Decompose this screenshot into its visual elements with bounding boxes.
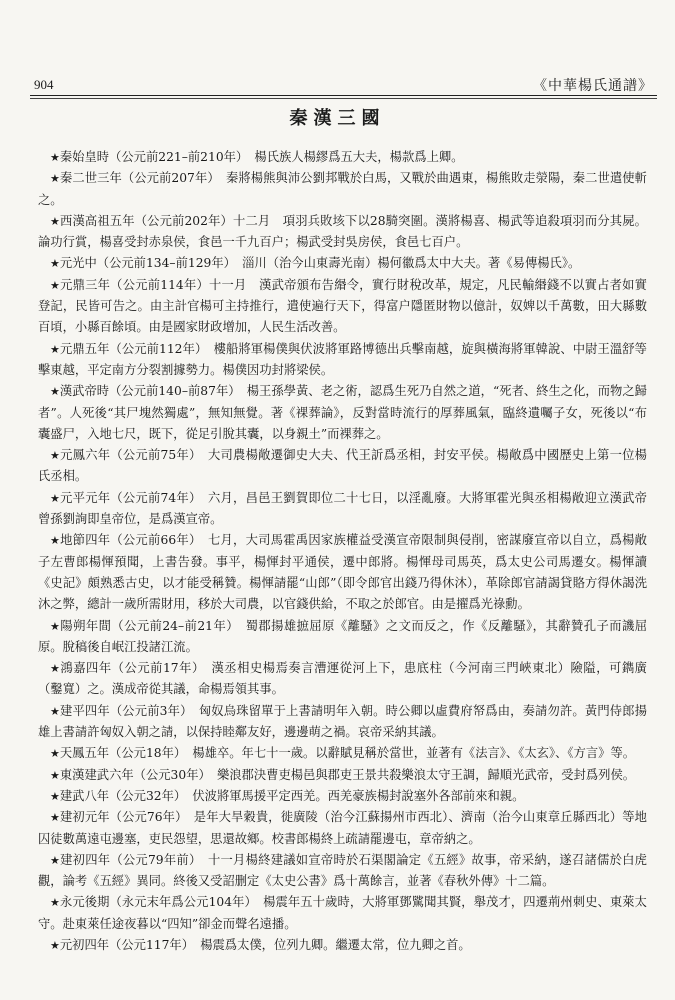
entry-gap — [234, 384, 246, 398]
star-bullet-icon: ★ — [50, 853, 61, 867]
entry-date: 西漢高祖五年（公元前202年）十二月 — [60, 213, 271, 228]
entry-date: 建武八年（公元32年） — [59, 788, 181, 803]
star-bullet-icon: ★ — [50, 747, 60, 761]
chronology-entry — [38, 892, 647, 935]
entry-gap — [214, 171, 226, 185]
star-bullet-icon: ★ — [50, 491, 61, 505]
entry-gap — [180, 746, 192, 760]
entry-text: 伏波將軍馬援平定西羌。西羌豪族楊封說塞外各部前來和親。 — [192, 788, 525, 803]
entry-text: 大司農楊敞遷御史大夫、代王訢爲丞相，封安平侯。楊敞爲中國歷史上第一位楊氏丞相。 — [38, 448, 647, 484]
entry-date: 漢武帝時（公元前140–前87年） — [59, 384, 235, 399]
chronology-entry — [38, 381, 647, 445]
chronology-entry — [38, 807, 647, 850]
star-bullet-icon: ★ — [50, 619, 61, 633]
star-bullet-icon: ★ — [50, 768, 60, 782]
entry-date: 鴻嘉四年（公元前17年） — [60, 661, 199, 676]
entry-text: 楊王孫學黃、老之術，認爲生死乃自然之道，“死者、終生之化，而物之歸者”。人死後“其尸塊然獨處”，無知無覺。著《裸葬論》，反對當時流行的厚葬風氣，臨終遺囑子女，死後以“布囊盛尸，入地七尺，既下，從足引脫其囊，以身親土”而裸葬之。 — [38, 384, 647, 441]
entry-text: 六月，昌邑王劉賀即位二十七日，以淫亂廢。大將軍霍光與丞相楊敞迎立漢武帝曾孫劉詢即皇帝位，是爲漢宣帝。 — [38, 490, 647, 527]
chronology-entry — [38, 147, 647, 168]
entry-text: 漢丞相史楊焉奏言漕運從河上下，患底柱（今河南三門峽東北）險隘，可鐫廣（鑿寬）之。漢成帝從其議，命楊焉領其事。 — [38, 661, 647, 697]
entry-date: 建初元年（公元76年） — [59, 810, 182, 825]
entry-text: 樓船將軍楊僕與伏波將軍路博德出兵擊南越，旋與橫海將軍韓說、中尉王溫舒等擊東越，平定南方分裂割據勢力。楊僕因功封將梁侯。 — [38, 341, 647, 377]
header-rule-thin — [30, 98, 657, 99]
star-bullet-icon: ★ — [50, 385, 60, 399]
entry-date: 元初四年（公元117年） — [59, 937, 188, 952]
chronology-entry — [38, 275, 647, 339]
star-bullet-icon: ★ — [50, 151, 60, 164]
entry-date: 秦二世三年（公元前207年） — [59, 171, 214, 186]
chronology-entry — [38, 211, 647, 254]
entry-gap — [233, 619, 246, 633]
entry-gap — [186, 704, 198, 718]
entry-gap — [181, 810, 193, 824]
star-bullet-icon: ★ — [50, 257, 60, 271]
star-bullet-icon: ★ — [50, 342, 60, 356]
body-text — [38, 147, 647, 956]
star-bullet-icon: ★ — [50, 278, 61, 292]
entry-text: 是年大旱穀貴，徙廣陵（治今江蘇揚州市西北）、濟南（治今山東章丘縣西北）等地囚徒數萬遠屯邊塞，吏民怨望，思還故鄉。校書郎楊終上疏請罷邊屯，章帝納之。 — [38, 810, 647, 846]
entry-text: 漢武帝頒布告緡令，實行財稅改革，規定，凡民輸緡錢不以實占者如實登記，民皆可告之。由主計官楊可主持推行，遣使遍行天下，得富户隱匿財物以億計，奴婢以千萬數，田大縣數百頃，小縣百餘頃。由是國家財政增加，人民生活改善。 — [38, 277, 647, 335]
chronology-entry — [38, 935, 647, 956]
star-bullet-icon: ★ — [50, 704, 61, 718]
entry-text: 秦將楊熊與沛公劉邦戰於白馬，又戰於曲遇東，楊熊敗走滎陽，秦二世遣使斬之。 — [38, 171, 647, 207]
entry-text: 項羽兵敗垓下以28騎突圍。漢將楊喜、楊武等追殺項羽而分其屍。論功行賞，楊喜受封赤泉侯，食邑一千九百户；楊武受封吳房侯，食邑七百户。 — [38, 213, 647, 250]
entry-date: 天鳳五年（公元18年） — [59, 746, 181, 761]
star-bullet-icon: ★ — [50, 662, 61, 676]
chronology-entry — [38, 658, 647, 701]
chronology-entry — [38, 850, 647, 893]
entry-gap — [270, 214, 282, 228]
entry-text: 樂浪郡決曹吏楊邑與郡吏王景共殺樂浪太守王調，歸順光武帝，受封爲列侯。 — [216, 767, 636, 782]
entry-gap — [180, 789, 192, 803]
entry-text: 七月，大司馬霍禹因家族權益受漢宣帝限制與侵削，密謀廢宣帝以自立，爲楊敞子左曹郎楊惲預聞，上書告發。事平，楊惲封平通侯，遷中郎將。楊惲母司馬英，爲太史公司馬遷女。楊惲讀《史記》頗熟悉古史，以才能受稱贊。楊惲請罷“山郎”（即令郎官出錢乃得休沐），革除郎官請謁貸賂方得休謁洗沐之弊，總計一歲所需財用，移於大司農，以官錢供給，不取之於郎官。由是擢爲光祿勳。 — [38, 533, 647, 612]
entry-date: 元鼎五年（公元前112年） — [59, 341, 202, 356]
entry-gap — [195, 491, 208, 505]
entry-text: 蜀郡揚雄摭屈原《離騷》之文而反之，作《反離騷》，其辭贊孔子而譏屈原。脫稿後自岷江投諸江流。 — [38, 618, 647, 654]
entry-gap — [188, 938, 200, 952]
star-bullet-icon: ★ — [50, 811, 60, 825]
section-title: 秦漢三國 — [289, 108, 386, 129]
entry-text: 楊雄卒。年七十一歲。以辭賦見稱於當世，並著有《法言》、《太玄》、《方言》等。 — [192, 746, 636, 761]
entry-text: 楊氏族人楊繆爲五大夫，楊款爲上卿。 — [254, 150, 464, 164]
entry-text: 十一月楊終建議如宣帝時於石渠閣論定《五經》故事，帝采納，遂召諸儒於白虎觀，論考《五經》異同。終後又受詔删定《太史公書》爲十萬餘言，並著《春秋外傳》十二篇。 — [38, 852, 647, 889]
star-bullet-icon: ★ — [50, 789, 60, 803]
chronology-entry — [38, 253, 647, 274]
entry-gap — [195, 853, 208, 867]
star-bullet-icon: ★ — [50, 938, 60, 952]
entry-date: 陽朔年間（公元前24–前21年） — [60, 618, 233, 633]
entry-date: 秦始皇時（公元前221–前210年） — [59, 150, 243, 164]
chronology-entry — [38, 168, 647, 211]
entry-date: 永元後期（永元末年爲公元104年） — [59, 895, 251, 910]
star-bullet-icon: ★ — [50, 172, 60, 186]
chronology-entry — [38, 488, 647, 531]
entry-gap — [199, 661, 212, 675]
chronology-entry — [38, 701, 647, 744]
entry-text: 匈奴烏珠留單于上書請明年入朝。時公卿以虛費府帑爲由，奏請勿許。黃門侍郎揚雄上書請許匈奴入朝之請，以保持睦鄰友好，邊邊萌之禍。哀帝采納其議。 — [38, 703, 647, 740]
star-bullet-icon: ★ — [50, 896, 60, 910]
star-bullet-icon: ★ — [50, 214, 61, 228]
entry-text: 淄川（治今山東壽光南）楊何徽爲太中大夫。著《易傳楊氏》。 — [242, 256, 581, 271]
entry-date: 東漢建武六年（公元30年） — [59, 767, 205, 782]
chronology-entry — [38, 786, 647, 807]
entry-text: 楊震年五十歲時，大將軍鄧騭聞其賢，舉茂才，四遷荊州刺史、東萊太守。赴東萊任途夜暮以“四知”卻金而聲名遠播。 — [38, 895, 647, 931]
chronology-entry — [38, 339, 647, 382]
entry-date: 建平四年（公元前3年） — [60, 703, 187, 718]
entry-date: 地節四年（公元前66年） — [60, 533, 196, 548]
chronology-entry — [38, 616, 647, 659]
star-bullet-icon: ★ — [50, 534, 61, 548]
entry-date: 元平元年（公元前74年） — [60, 490, 196, 505]
chronology-entry — [38, 765, 647, 786]
entry-gap — [195, 533, 208, 547]
entry-gap — [242, 150, 254, 164]
entry-gap — [201, 342, 213, 356]
entry-text: 楊震爲太僕，位列九卿。繼遷太常，位九卿之首。 — [200, 937, 471, 952]
page-number: 904 — [34, 77, 54, 92]
chronology-entry — [38, 743, 647, 764]
chronology-entry — [38, 445, 647, 488]
entry-gap — [205, 768, 217, 782]
running-head: 《中華楊氏通譜》 — [533, 78, 653, 94]
chronology-entry — [38, 530, 647, 615]
entry-date: 元鳳六年（公元前75年） — [60, 448, 196, 463]
entry-gap — [195, 448, 208, 462]
entry-date: 元鼎三年（公元前114年）十一月 — [60, 277, 247, 292]
entry-gap — [247, 278, 260, 292]
entry-date: 建初四年（公元79年前） — [60, 852, 196, 867]
header-rule — [30, 95, 657, 96]
entry-gap — [251, 895, 263, 909]
star-bullet-icon: ★ — [50, 449, 61, 463]
entry-gap — [230, 256, 242, 270]
entry-date: 元光中（公元前134–前129年） — [59, 256, 230, 271]
